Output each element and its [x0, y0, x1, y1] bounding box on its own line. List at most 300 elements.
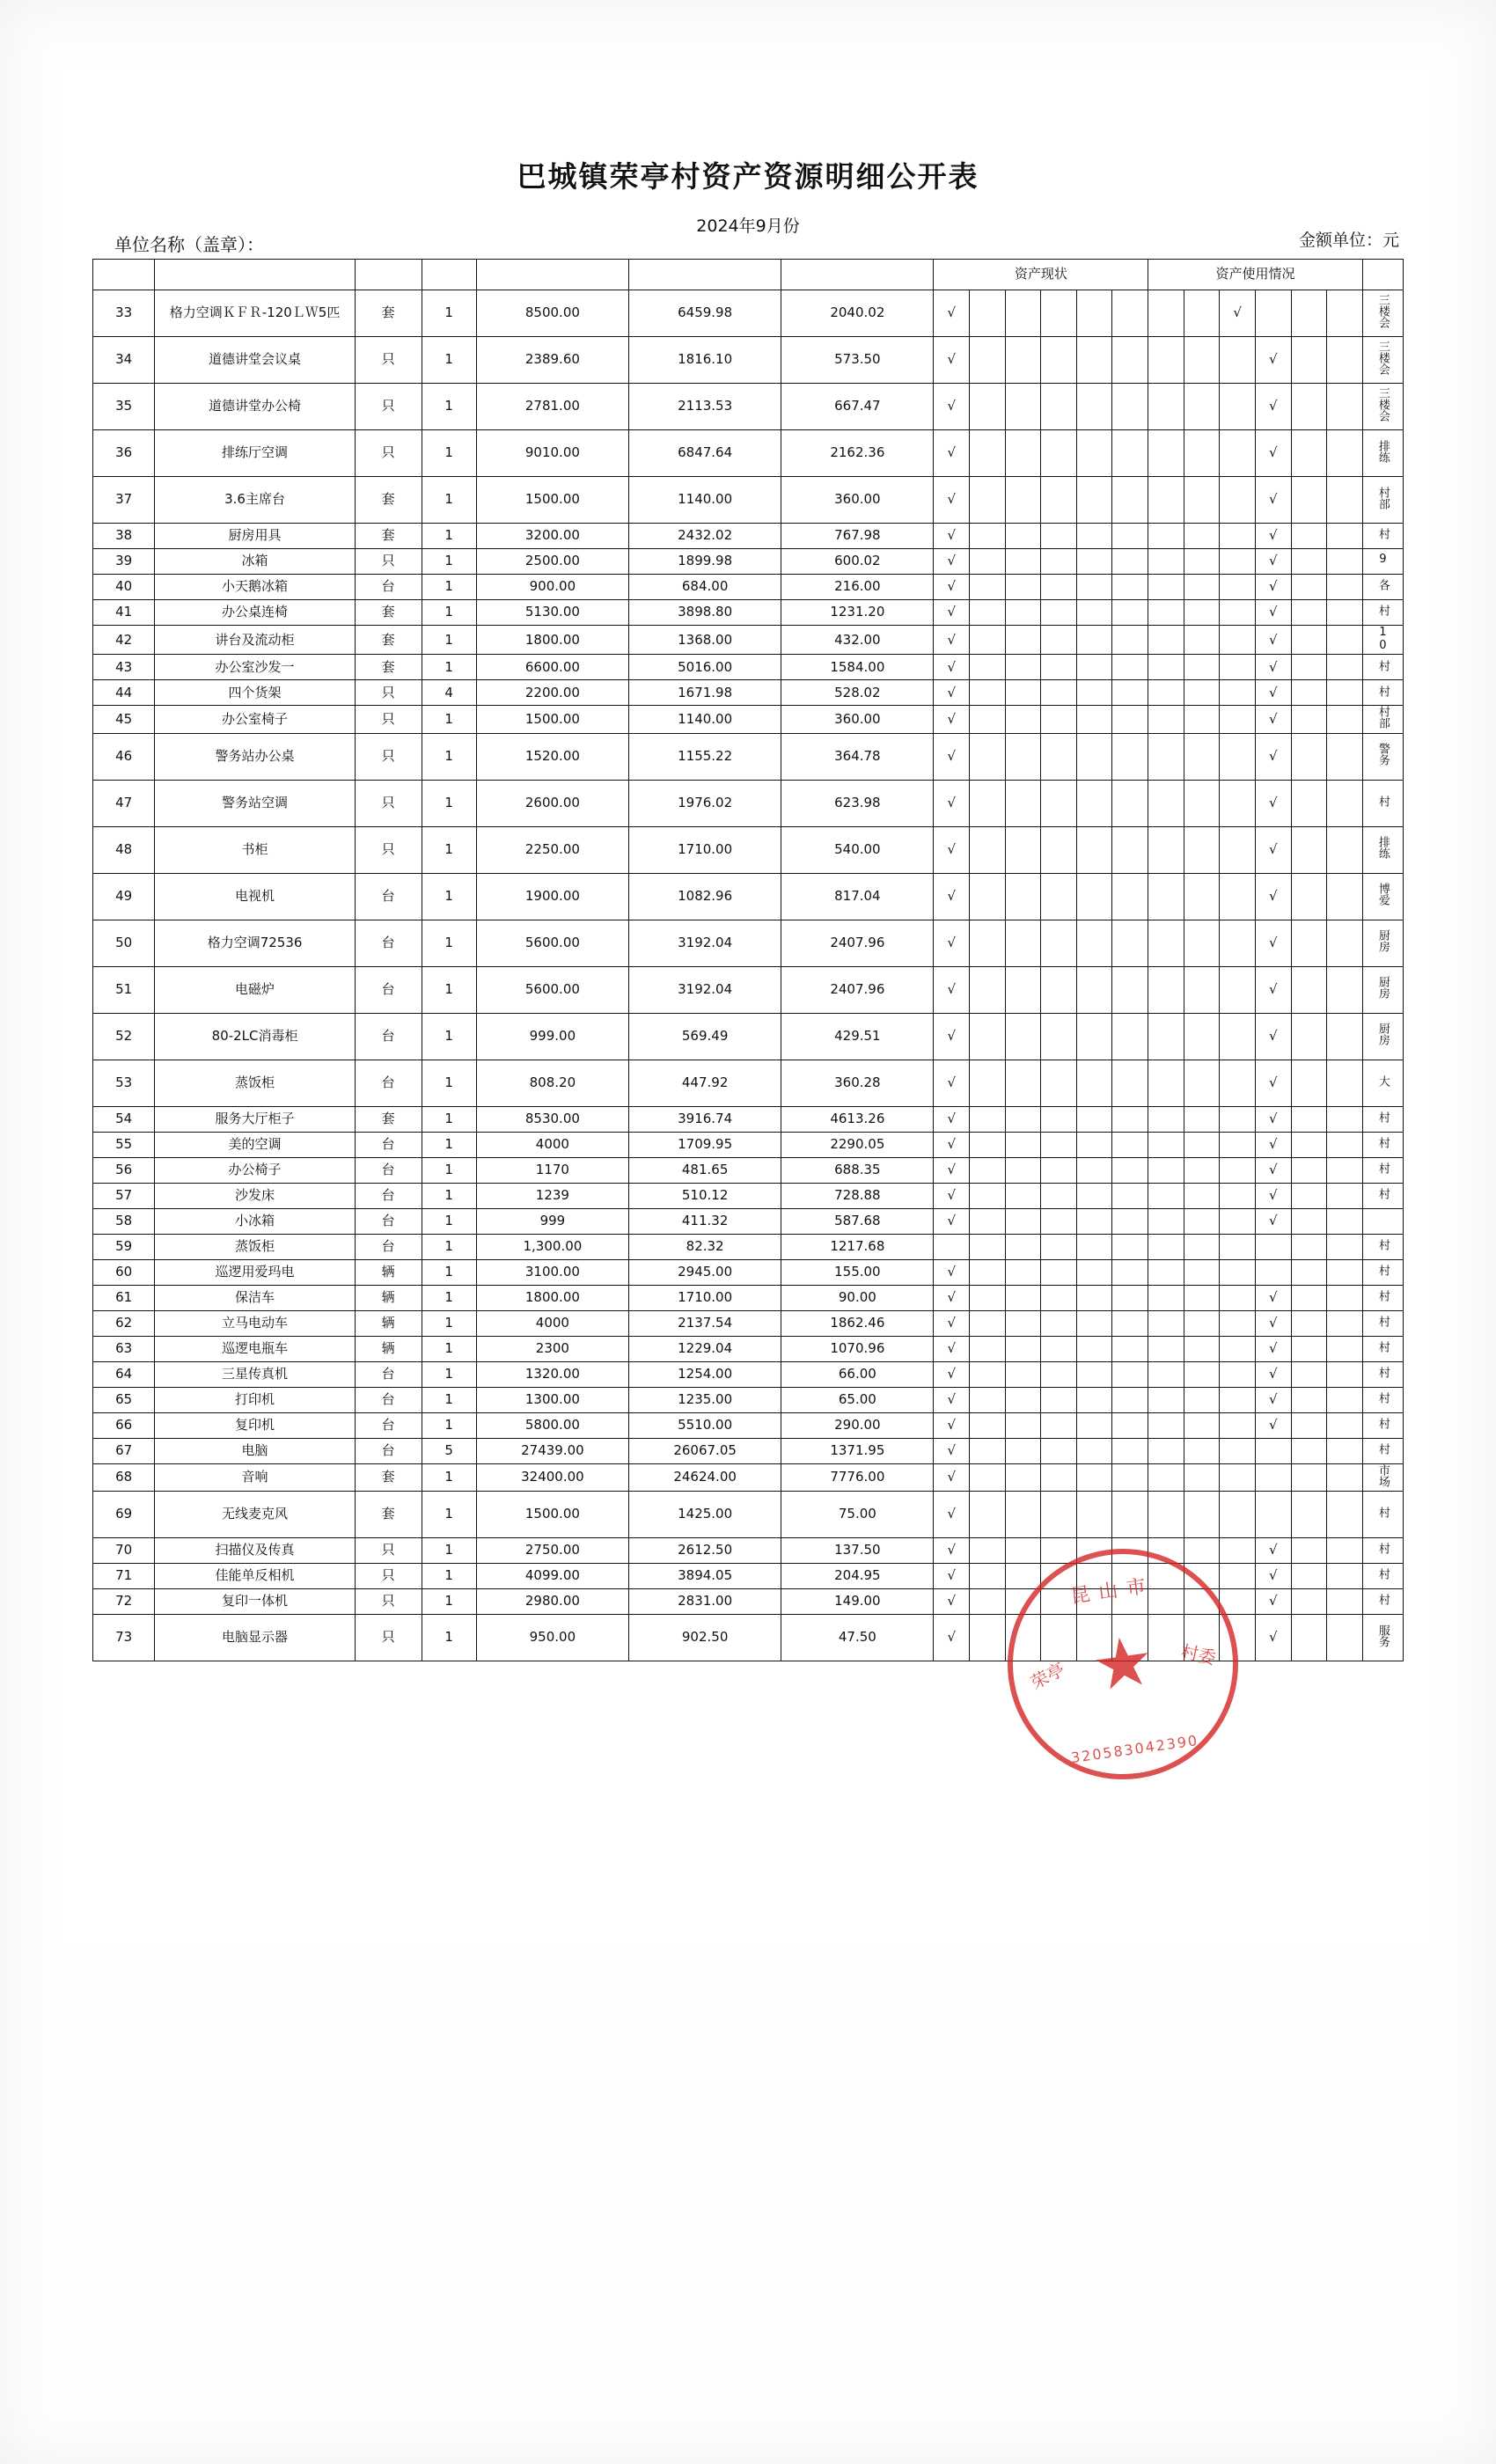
status-checkbox-2: [1005, 1336, 1041, 1361]
asset-location-text: 厨房: [1375, 929, 1390, 953]
usage-checkbox-2: [1220, 1463, 1256, 1491]
asset-unit: 辆: [355, 1336, 422, 1361]
asset-original-value: 8530.00: [476, 1106, 628, 1132]
asset-net-value: 411.32: [629, 1208, 781, 1234]
asset-location-text: 三楼会: [1375, 294, 1390, 329]
asset-name-text: 小冰箱: [235, 1212, 275, 1228]
status-checkbox-0: √: [934, 920, 970, 966]
header-net-cell: [629, 260, 781, 290]
status-checkbox-4: [1076, 706, 1112, 733]
table-row: [93, 1013, 1404, 1060]
asset-name-text: 排练厅空调: [222, 444, 289, 461]
status-checkbox-1: [970, 1060, 1006, 1106]
usage-checkbox-3: √: [1255, 1310, 1291, 1336]
usage-checkbox-3: √: [1255, 655, 1291, 680]
usage-checkbox-3: √: [1255, 920, 1291, 966]
asset-unit: 只: [355, 430, 422, 477]
usage-checkbox-5: [1327, 600, 1363, 626]
asset-name: [155, 1310, 355, 1336]
usage-checkbox-3: √: [1255, 1563, 1291, 1588]
asset-unit: 台: [355, 1361, 422, 1387]
usage-checkbox-5: [1327, 1310, 1363, 1336]
status-checkbox-1: [970, 1013, 1006, 1060]
status-checkbox-0: √: [934, 1537, 970, 1563]
asset-residual-value: 1584.00: [781, 655, 934, 680]
asset-qty: 1: [422, 966, 476, 1013]
usage-checkbox-5: [1327, 1183, 1363, 1208]
usage-checkbox-0: [1148, 780, 1184, 826]
usage-checkbox-2: [1220, 1563, 1256, 1588]
usage-checkbox-1: [1184, 1361, 1220, 1387]
status-checkbox-2: [1005, 1463, 1041, 1491]
status-checkbox-0: √: [934, 1336, 970, 1361]
status-checkbox-4: [1076, 1234, 1112, 1259]
usage-checkbox-3: √: [1255, 1106, 1291, 1132]
usage-checkbox-4: [1291, 1614, 1327, 1661]
asset-location: [1362, 290, 1403, 337]
status-checkbox-1: [970, 549, 1006, 575]
usage-checkbox-1: [1184, 1013, 1220, 1060]
table-row: [93, 1208, 1404, 1234]
status-checkbox-1: [970, 1387, 1006, 1412]
usage-checkbox-1: [1184, 384, 1220, 430]
asset-residual-value: 1371.95: [781, 1438, 934, 1463]
usage-checkbox-3: √: [1255, 1412, 1291, 1438]
status-checkbox-3: [1041, 1412, 1077, 1438]
asset-location: [1362, 1132, 1403, 1157]
asset-original-value: 4099.00: [476, 1563, 628, 1588]
asset-net-value: 6847.64: [629, 430, 781, 477]
usage-checkbox-4: [1291, 1412, 1327, 1438]
row-number: 67: [93, 1438, 155, 1463]
asset-original-value: 950.00: [476, 1614, 628, 1661]
table-row: [93, 1361, 1404, 1387]
asset-residual-value: 1070.96: [781, 1336, 934, 1361]
asset-unit: 辆: [355, 1285, 422, 1310]
status-checkbox-3: [1041, 1438, 1077, 1463]
asset-residual-value: 623.98: [781, 780, 934, 826]
status-checkbox-4: [1076, 966, 1112, 1013]
asset-qty: 1: [422, 1614, 476, 1661]
usage-checkbox-0: [1148, 626, 1184, 655]
asset-residual-value: 600.02: [781, 549, 934, 575]
asset-name: [155, 1336, 355, 1361]
usage-checkbox-0: [1148, 1387, 1184, 1412]
usage-checkbox-2: [1220, 524, 1256, 549]
asset-qty: 1: [422, 1588, 476, 1614]
asset-residual-value: 587.68: [781, 1208, 934, 1234]
usage-checkbox-1: [1184, 1491, 1220, 1537]
usage-checkbox-3: √: [1255, 430, 1291, 477]
usage-checkbox-3: √: [1255, 1013, 1291, 1060]
asset-qty: 1: [422, 1132, 476, 1157]
asset-location: [1362, 1157, 1403, 1183]
asset-original-value: 1500.00: [476, 706, 628, 733]
header-unit-cell: [355, 260, 422, 290]
seal-bottom-text: 320583042390: [1069, 1731, 1200, 1767]
asset-unit: 只: [355, 1537, 422, 1563]
usage-checkbox-3: [1255, 1491, 1291, 1537]
status-checkbox-5: [1112, 1491, 1148, 1537]
asset-location: [1362, 1106, 1403, 1132]
usage-checkbox-2: [1220, 1336, 1256, 1361]
asset-qty: 1: [422, 600, 476, 626]
asset-residual-value: 728.88: [781, 1183, 934, 1208]
asset-name-text: 道德讲堂办公椅: [209, 398, 302, 414]
status-checkbox-4: [1076, 1132, 1112, 1157]
usage-checkbox-0: [1148, 1157, 1184, 1183]
status-checkbox-3: [1041, 1537, 1077, 1563]
asset-original-value: 5130.00: [476, 600, 628, 626]
asset-location-text: 村: [1375, 605, 1390, 617]
usage-checkbox-1: [1184, 1463, 1220, 1491]
usage-checkbox-4: [1291, 1285, 1327, 1310]
row-number: 48: [93, 826, 155, 873]
usage-checkbox-0: [1148, 1361, 1184, 1387]
usage-checkbox-2: [1220, 1183, 1256, 1208]
status-checkbox-0: √: [934, 477, 970, 524]
status-checkbox-0: √: [934, 384, 970, 430]
status-checkbox-3: [1041, 524, 1077, 549]
status-checkbox-5: [1112, 1614, 1148, 1661]
usage-checkbox-2: [1220, 733, 1256, 780]
usage-checkbox-1: [1184, 575, 1220, 600]
usage-checkbox-5: [1327, 826, 1363, 873]
asset-qty: 1: [422, 1259, 476, 1285]
table-row: [93, 1157, 1404, 1183]
status-checkbox-4: [1076, 1259, 1112, 1285]
row-number: 34: [93, 337, 155, 384]
asset-net-value: 24624.00: [629, 1463, 781, 1491]
status-checkbox-2: [1005, 477, 1041, 524]
table-row: [93, 966, 1404, 1013]
asset-qty: 1: [422, 655, 476, 680]
usage-checkbox-2: [1220, 626, 1256, 655]
asset-location: [1362, 1463, 1403, 1491]
asset-original-value: 6600.00: [476, 655, 628, 680]
asset-name-text: 保洁车: [235, 1288, 275, 1305]
usage-checkbox-2: [1220, 384, 1256, 430]
status-checkbox-4: [1076, 873, 1112, 920]
status-checkbox-0: √: [934, 1183, 970, 1208]
status-checkbox-5: [1112, 1463, 1148, 1491]
table-row: [93, 873, 1404, 920]
row-number: 55: [93, 1132, 155, 1157]
status-checkbox-2: [1005, 1310, 1041, 1336]
status-checkbox-0: √: [934, 430, 970, 477]
usage-checkbox-3: √: [1255, 1614, 1291, 1661]
usage-checkbox-4: [1291, 524, 1327, 549]
usage-checkbox-2: [1220, 1310, 1256, 1336]
asset-original-value: 3200.00: [476, 524, 628, 549]
status-checkbox-5: [1112, 1588, 1148, 1614]
asset-name-text: 警务站办公桌: [215, 747, 295, 764]
row-number: 50: [93, 920, 155, 966]
asset-name-text: 讲台及流动柜: [215, 631, 295, 648]
asset-location: [1362, 1412, 1403, 1438]
usage-checkbox-0: [1148, 1336, 1184, 1361]
usage-checkbox-2: [1220, 477, 1256, 524]
status-checkbox-2: [1005, 680, 1041, 706]
status-checkbox-3: [1041, 1285, 1077, 1310]
table-row: [93, 1463, 1404, 1491]
asset-location-text: 村: [1375, 1366, 1390, 1378]
asset-unit: 辆: [355, 1310, 422, 1336]
asset-name: [155, 1259, 355, 1285]
status-checkbox-0: √: [934, 706, 970, 733]
status-checkbox-5: [1112, 1438, 1148, 1463]
usage-checkbox-0: [1148, 575, 1184, 600]
status-checkbox-1: [970, 733, 1006, 780]
asset-qty: 1: [422, 1060, 476, 1106]
asset-location: [1362, 430, 1403, 477]
usage-checkbox-1: [1184, 1336, 1220, 1361]
usage-checkbox-5: [1327, 780, 1363, 826]
status-checkbox-4: [1076, 1183, 1112, 1208]
status-checkbox-2: [1005, 1491, 1041, 1537]
status-checkbox-0: √: [934, 1361, 970, 1387]
status-checkbox-0: √: [934, 1438, 970, 1463]
usage-checkbox-3: √: [1255, 733, 1291, 780]
usage-checkbox-1: [1184, 1310, 1220, 1336]
asset-qty: 1: [422, 1491, 476, 1537]
asset-original-value: 3100.00: [476, 1259, 628, 1285]
asset-qty: 1: [422, 1310, 476, 1336]
status-checkbox-3: [1041, 966, 1077, 1013]
status-checkbox-1: [970, 477, 1006, 524]
usage-checkbox-3: √: [1255, 1387, 1291, 1412]
row-number: 72: [93, 1588, 155, 1614]
usage-checkbox-3: √: [1255, 1537, 1291, 1563]
usage-checkbox-4: [1291, 826, 1327, 873]
asset-residual-value: 65.00: [781, 1387, 934, 1412]
status-checkbox-0: √: [934, 1614, 970, 1661]
status-checkbox-4: [1076, 477, 1112, 524]
seal-left-text: 荣亭: [1028, 1660, 1068, 1694]
usage-checkbox-5: [1327, 920, 1363, 966]
status-checkbox-0: √: [934, 600, 970, 626]
asset-location-text: 排练: [1375, 836, 1390, 860]
usage-checkbox-3: √: [1255, 826, 1291, 873]
row-number: 43: [93, 655, 155, 680]
usage-checkbox-4: [1291, 1208, 1327, 1234]
asset-net-value: 1082.96: [629, 873, 781, 920]
status-checkbox-2: [1005, 966, 1041, 1013]
status-checkbox-1: [970, 430, 1006, 477]
row-number: 53: [93, 1060, 155, 1106]
usage-checkbox-1: [1184, 1060, 1220, 1106]
status-checkbox-1: [970, 1106, 1006, 1132]
usage-checkbox-2: [1220, 1013, 1256, 1060]
usage-checkbox-5: [1327, 1157, 1363, 1183]
status-checkbox-4: [1076, 1208, 1112, 1234]
usage-checkbox-0: [1148, 1614, 1184, 1661]
status-checkbox-2: [1005, 873, 1041, 920]
status-checkbox-0: √: [934, 1259, 970, 1285]
table-row: [93, 1438, 1404, 1463]
asset-name: [155, 337, 355, 384]
asset-net-value: 5510.00: [629, 1412, 781, 1438]
usage-checkbox-1: [1184, 1563, 1220, 1588]
usage-checkbox-2: [1220, 1285, 1256, 1310]
asset-original-value: 4000: [476, 1310, 628, 1336]
status-checkbox-2: [1005, 384, 1041, 430]
status-checkbox-0: √: [934, 1463, 970, 1491]
usage-checkbox-2: √: [1220, 290, 1256, 337]
asset-qty: 1: [422, 1234, 476, 1259]
usage-checkbox-4: [1291, 1336, 1327, 1361]
table-row: [93, 384, 1404, 430]
asset-location: [1362, 655, 1403, 680]
status-checkbox-1: [970, 384, 1006, 430]
usage-checkbox-1: [1184, 1106, 1220, 1132]
status-checkbox-2: [1005, 733, 1041, 780]
status-checkbox-0: √: [934, 1285, 970, 1310]
usage-checkbox-3: [1255, 1438, 1291, 1463]
table-row: [93, 1563, 1404, 1588]
asset-name: [155, 1387, 355, 1412]
status-checkbox-2: [1005, 1285, 1041, 1310]
status-checkbox-1: [970, 1208, 1006, 1234]
status-checkbox-4: [1076, 1463, 1112, 1491]
table-row: [93, 1106, 1404, 1132]
asset-net-value: 3898.80: [629, 600, 781, 626]
usage-checkbox-1: [1184, 1588, 1220, 1614]
asset-location: [1362, 477, 1403, 524]
table-row: [93, 524, 1404, 549]
usage-checkbox-0: [1148, 290, 1184, 337]
usage-checkbox-3: √: [1255, 626, 1291, 655]
usage-checkbox-2: [1220, 1387, 1256, 1412]
usage-checkbox-1: [1184, 1614, 1220, 1661]
asset-original-value: 1320.00: [476, 1361, 628, 1387]
table-row: [93, 706, 1404, 733]
asset-unit: 只: [355, 549, 422, 575]
asset-net-value: 2612.50: [629, 1537, 781, 1563]
usage-checkbox-0: [1148, 1563, 1184, 1588]
asset-qty: 1: [422, 1183, 476, 1208]
usage-checkbox-5: [1327, 1614, 1363, 1661]
status-checkbox-2: [1005, 524, 1041, 549]
asset-name: [155, 1491, 355, 1537]
status-checkbox-0: √: [934, 1310, 970, 1336]
status-checkbox-0: √: [934, 1208, 970, 1234]
asset-qty: 1: [422, 1361, 476, 1387]
status-checkbox-5: [1112, 430, 1148, 477]
usage-checkbox-0: [1148, 1259, 1184, 1285]
usage-checkbox-3: √: [1255, 477, 1291, 524]
status-checkbox-2: [1005, 1157, 1041, 1183]
status-checkbox-1: [970, 1537, 1006, 1563]
usage-checkbox-3: √: [1255, 966, 1291, 1013]
usage-checkbox-4: [1291, 384, 1327, 430]
asset-residual-value: 47.50: [781, 1614, 934, 1661]
status-checkbox-5: [1112, 826, 1148, 873]
asset-unit: 套: [355, 1463, 422, 1491]
status-checkbox-4: [1076, 1491, 1112, 1537]
table-row: [93, 1588, 1404, 1614]
usage-checkbox-4: [1291, 626, 1327, 655]
asset-qty: 1: [422, 626, 476, 655]
asset-location: [1362, 575, 1403, 600]
header-asset-usage: 资产使用情况: [1148, 260, 1363, 290]
row-number: 40: [93, 575, 155, 600]
asset-original-value: 2750.00: [476, 1537, 628, 1563]
usage-checkbox-4: [1291, 1438, 1327, 1463]
status-checkbox-5: [1112, 1183, 1148, 1208]
status-checkbox-3: [1041, 1183, 1077, 1208]
asset-residual-value: 360.00: [781, 706, 934, 733]
asset-location: [1362, 1387, 1403, 1412]
asset-location: [1362, 966, 1403, 1013]
status-checkbox-3: [1041, 430, 1077, 477]
seal-star-icon: ★: [1087, 1621, 1159, 1706]
asset-name-text: 佳能单反相机: [215, 1567, 295, 1584]
usage-checkbox-2: [1220, 873, 1256, 920]
usage-checkbox-4: [1291, 337, 1327, 384]
asset-residual-value: 1231.20: [781, 600, 934, 626]
usage-checkbox-1: [1184, 600, 1220, 626]
usage-checkbox-0: [1148, 1463, 1184, 1491]
usage-checkbox-4: [1291, 290, 1327, 337]
status-checkbox-2: [1005, 1183, 1041, 1208]
status-checkbox-3: [1041, 1013, 1077, 1060]
usage-checkbox-4: [1291, 873, 1327, 920]
table-row: [93, 1183, 1404, 1208]
asset-name: [155, 1013, 355, 1060]
status-checkbox-1: [970, 1310, 1006, 1336]
asset-name: [155, 780, 355, 826]
usage-checkbox-0: [1148, 680, 1184, 706]
asset-name: [155, 524, 355, 549]
status-checkbox-1: [970, 1361, 1006, 1387]
asset-net-value: 1709.95: [629, 1132, 781, 1157]
status-checkbox-2: [1005, 290, 1041, 337]
usage-checkbox-4: [1291, 780, 1327, 826]
asset-name: [155, 549, 355, 575]
usage-checkbox-0: [1148, 477, 1184, 524]
status-checkbox-5: [1112, 626, 1148, 655]
status-checkbox-2: [1005, 826, 1041, 873]
asset-qty: 1: [422, 384, 476, 430]
status-checkbox-1: [970, 1183, 1006, 1208]
table-row: [93, 626, 1404, 655]
asset-location-text: 村: [1375, 1111, 1390, 1123]
status-checkbox-1: [970, 1285, 1006, 1310]
asset-unit: 只: [355, 780, 422, 826]
form-sheet: [62, 70, 1434, 1945]
asset-location: [1362, 1310, 1403, 1336]
usage-checkbox-0: [1148, 1412, 1184, 1438]
status-checkbox-5: [1112, 1285, 1148, 1310]
asset-qty: 1: [422, 1013, 476, 1060]
usage-checkbox-2: [1220, 1208, 1256, 1234]
sub-header: [62, 218, 1434, 259]
asset-location-text: 村: [1375, 1187, 1390, 1199]
asset-name: [155, 1614, 355, 1661]
asset-location: [1362, 1013, 1403, 1060]
status-checkbox-5: [1112, 1412, 1148, 1438]
asset-location: [1362, 626, 1403, 655]
asset-residual-value: 75.00: [781, 1491, 934, 1537]
status-checkbox-5: [1112, 780, 1148, 826]
status-checkbox-2: [1005, 1208, 1041, 1234]
status-checkbox-2: [1005, 600, 1041, 626]
usage-checkbox-0: [1148, 1013, 1184, 1060]
asset-net-value: 1425.00: [629, 1491, 781, 1537]
usage-checkbox-5: [1327, 337, 1363, 384]
asset-name-text: 书柜: [241, 840, 268, 857]
